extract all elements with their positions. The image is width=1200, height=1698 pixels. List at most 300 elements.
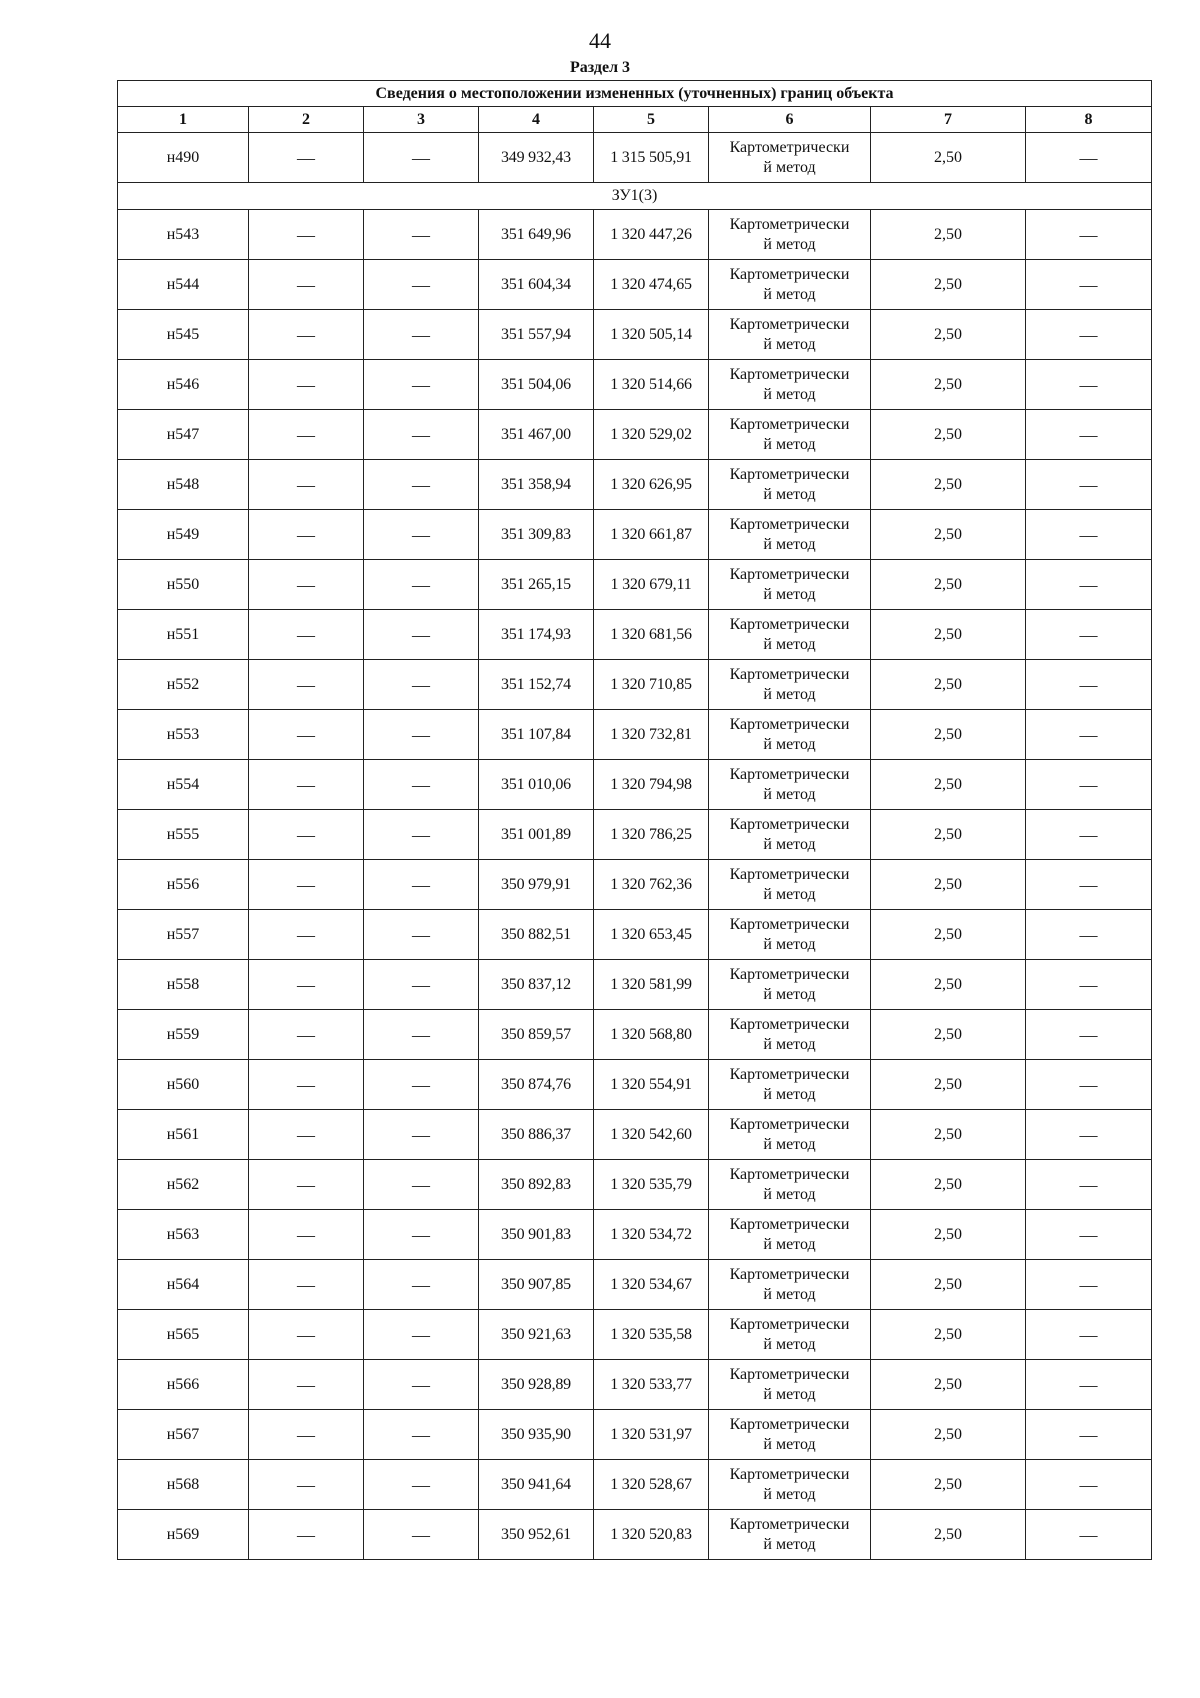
method-line: й метод	[763, 885, 816, 903]
method-line: Картометрически	[729, 1265, 850, 1283]
empty-dash-cell: —	[249, 1010, 364, 1060]
method-line: Картометрически	[729, 665, 850, 683]
method-line: Картометрически	[729, 315, 850, 333]
x-coordinate-cell: 350 928,89	[479, 1360, 594, 1410]
empty-dash-cell: —	[249, 760, 364, 810]
method-cell	[709, 1460, 871, 1510]
y-coordinate-cell: 1 320 535,79	[594, 1160, 709, 1210]
method-line: й метод	[763, 1335, 816, 1353]
accuracy-cell: 2,50	[871, 1360, 1026, 1410]
point-number-cell: н551	[118, 610, 249, 660]
point-number-cell: н555	[118, 810, 249, 860]
table-row	[118, 210, 1152, 260]
x-coordinate-cell: 351 504,06	[479, 360, 594, 410]
empty-dash-cell: —	[1026, 133, 1152, 183]
empty-dash-cell: —	[1026, 610, 1152, 660]
table-row	[118, 760, 1152, 810]
empty-dash-cell: —	[249, 460, 364, 510]
method-line: Картометрически	[729, 965, 850, 983]
coordinates-table	[117, 80, 1152, 1560]
empty-dash-cell: —	[1026, 910, 1152, 960]
column-number: 5	[594, 107, 709, 133]
method-line: Картометрически	[729, 265, 850, 283]
empty-dash-cell: —	[249, 1210, 364, 1260]
method-line: й метод	[763, 1435, 816, 1453]
empty-dash-cell: —	[364, 360, 479, 410]
x-coordinate-cell: 351 649,96	[479, 210, 594, 260]
y-coordinate-cell: 1 315 505,91	[594, 133, 709, 183]
accuracy-cell: 2,50	[871, 260, 1026, 310]
method-line: й метод	[763, 785, 816, 803]
table-row	[118, 1010, 1152, 1060]
y-coordinate-cell: 1 320 533,77	[594, 1360, 709, 1410]
accuracy-cell: 2,50	[871, 210, 1026, 260]
x-coordinate-cell: 350 901,83	[479, 1210, 594, 1260]
y-coordinate-cell: 1 320 535,58	[594, 1310, 709, 1360]
point-number-cell: н566	[118, 1360, 249, 1410]
method-cell	[709, 410, 871, 460]
method-cell	[709, 1360, 871, 1410]
point-number-cell: н554	[118, 760, 249, 810]
method-cell	[709, 210, 871, 260]
accuracy-cell: 2,50	[871, 1510, 1026, 1560]
page-number: 44	[589, 28, 611, 53]
table-row	[118, 133, 1152, 183]
table-row	[118, 910, 1152, 960]
point-number-cell: н550	[118, 560, 249, 610]
empty-dash-cell: —	[249, 710, 364, 760]
method-cell	[709, 510, 871, 560]
accuracy-cell: 2,50	[871, 560, 1026, 610]
y-coordinate-cell: 1 320 474,65	[594, 260, 709, 310]
point-number-cell: н548	[118, 460, 249, 510]
column-number: 1	[118, 107, 249, 133]
empty-dash-cell: —	[364, 1110, 479, 1160]
x-coordinate-cell: 351 107,84	[479, 710, 594, 760]
empty-dash-cell: —	[249, 210, 364, 260]
method-line: Картометрически	[729, 715, 850, 733]
x-coordinate-cell: 349 932,43	[479, 133, 594, 183]
method-line: Картометрически	[729, 1415, 850, 1433]
method-line: й метод	[763, 1385, 816, 1403]
method-cell	[709, 1260, 871, 1310]
column-number: 8	[1026, 107, 1152, 133]
empty-dash-cell: —	[364, 133, 479, 183]
table-row	[118, 1260, 1152, 1310]
method-cell	[709, 360, 871, 410]
y-coordinate-cell: 1 320 520,83	[594, 1510, 709, 1560]
empty-dash-cell: —	[249, 660, 364, 710]
method-cell	[709, 1410, 871, 1460]
empty-dash-cell: —	[1026, 810, 1152, 860]
empty-dash-cell: —	[249, 810, 364, 860]
method-line: Картометрически	[729, 1365, 850, 1383]
empty-dash-cell: —	[364, 1460, 479, 1510]
accuracy-cell: 2,50	[871, 1110, 1026, 1160]
empty-dash-cell: —	[364, 310, 479, 360]
y-coordinate-cell: 1 320 542,60	[594, 1110, 709, 1160]
group-label-row	[118, 183, 1152, 210]
empty-dash-cell: —	[1026, 1410, 1152, 1460]
method-line: й метод	[763, 1185, 816, 1203]
empty-dash-cell: —	[1026, 760, 1152, 810]
point-number-cell: н553	[118, 710, 249, 760]
empty-dash-cell: —	[364, 810, 479, 860]
empty-dash-cell: —	[1026, 260, 1152, 310]
method-line: й метод	[763, 235, 816, 253]
accuracy-cell: 2,50	[871, 1160, 1026, 1210]
y-coordinate-cell: 1 320 786,25	[594, 810, 709, 860]
y-coordinate-cell: 1 320 581,99	[594, 960, 709, 1010]
empty-dash-cell: —	[249, 1160, 364, 1210]
x-coordinate-cell: 350 935,90	[479, 1410, 594, 1460]
table-row	[118, 460, 1152, 510]
accuracy-cell: 2,50	[871, 1260, 1026, 1310]
point-number-cell: н562	[118, 1160, 249, 1210]
x-coordinate-cell: 350 952,61	[479, 1510, 594, 1560]
y-coordinate-cell: 1 320 529,02	[594, 410, 709, 460]
table-row	[118, 610, 1152, 660]
method-line: Картометрически	[729, 815, 850, 833]
accuracy-cell: 2,50	[871, 760, 1026, 810]
method-cell	[709, 1160, 871, 1210]
empty-dash-cell: —	[364, 410, 479, 460]
table-row	[118, 360, 1152, 410]
method-line: Картометрически	[729, 1315, 850, 1333]
accuracy-cell: 2,50	[871, 610, 1026, 660]
method-line: Картометрически	[729, 1465, 850, 1483]
method-cell	[709, 760, 871, 810]
point-number-cell: н544	[118, 260, 249, 310]
empty-dash-cell: —	[1026, 1510, 1152, 1560]
method-cell	[709, 810, 871, 860]
point-number-cell: н565	[118, 1310, 249, 1360]
empty-dash-cell: —	[1026, 660, 1152, 710]
y-coordinate-cell: 1 320 794,98	[594, 760, 709, 810]
table-row	[118, 260, 1152, 310]
column-number-row	[118, 107, 1152, 133]
empty-dash-cell: —	[1026, 710, 1152, 760]
empty-dash-cell: —	[249, 1260, 364, 1310]
table-caption-row	[118, 81, 1152, 107]
x-coordinate-cell: 350 979,91	[479, 860, 594, 910]
method-line: й метод	[763, 535, 816, 553]
empty-dash-cell: —	[1026, 860, 1152, 910]
empty-dash-cell: —	[364, 760, 479, 810]
x-coordinate-cell: 351 265,15	[479, 560, 594, 610]
point-number-cell: н560	[118, 1060, 249, 1110]
method-cell	[709, 1210, 871, 1260]
x-coordinate-cell: 350 874,76	[479, 1060, 594, 1110]
table-row	[118, 810, 1152, 860]
method-line: й метод	[763, 585, 816, 603]
column-number: 3	[364, 107, 479, 133]
empty-dash-cell: —	[364, 1060, 479, 1110]
empty-dash-cell: —	[364, 610, 479, 660]
empty-dash-cell: —	[249, 610, 364, 660]
accuracy-cell: 2,50	[871, 710, 1026, 760]
empty-dash-cell: —	[1026, 1160, 1152, 1210]
method-line: й метод	[763, 985, 816, 1003]
empty-dash-cell: —	[249, 1360, 364, 1410]
method-line: Картометрически	[729, 465, 850, 483]
accuracy-cell: 2,50	[871, 660, 1026, 710]
table-row	[118, 660, 1152, 710]
empty-dash-cell: —	[249, 360, 364, 410]
empty-dash-cell: —	[1026, 1360, 1152, 1410]
empty-dash-cell: —	[1026, 460, 1152, 510]
point-number-cell: н490	[118, 133, 249, 183]
empty-dash-cell: —	[249, 1510, 364, 1560]
empty-dash-cell: —	[364, 1310, 479, 1360]
empty-dash-cell: —	[364, 510, 479, 560]
y-coordinate-cell: 1 320 534,72	[594, 1210, 709, 1260]
empty-dash-cell: —	[364, 960, 479, 1010]
method-line: Картометрически	[729, 1065, 850, 1083]
accuracy-cell: 2,50	[871, 460, 1026, 510]
table-caption: Сведения о местоположении измененных (уточненных) границ объекта	[118, 81, 1152, 107]
accuracy-cell: 2,50	[871, 860, 1026, 910]
method-line: Картометрически	[729, 1215, 850, 1233]
x-coordinate-cell: 350 859,57	[479, 1010, 594, 1060]
point-number-cell: н563	[118, 1210, 249, 1260]
empty-dash-cell: —	[249, 410, 364, 460]
method-line: й метод	[763, 435, 816, 453]
y-coordinate-cell: 1 320 554,91	[594, 1060, 709, 1110]
method-line: й метод	[763, 685, 816, 703]
table-row	[118, 310, 1152, 360]
column-number: 2	[249, 107, 364, 133]
empty-dash-cell: —	[249, 1310, 364, 1360]
section-heading: Раздел 3	[569, 59, 631, 76]
accuracy-cell: 2,50	[871, 960, 1026, 1010]
empty-dash-cell: —	[364, 1010, 479, 1060]
x-coordinate-cell: 351 001,89	[479, 810, 594, 860]
method-cell	[709, 310, 871, 360]
x-coordinate-cell: 351 358,94	[479, 460, 594, 510]
y-coordinate-cell: 1 320 710,85	[594, 660, 709, 710]
point-number-cell: н568	[118, 1460, 249, 1510]
empty-dash-cell: —	[364, 1360, 479, 1410]
column-number: 6	[709, 107, 871, 133]
table-body	[118, 133, 1152, 1560]
y-coordinate-cell: 1 320 568,80	[594, 1010, 709, 1060]
table-row	[118, 1060, 1152, 1110]
method-line: Картометрически	[729, 565, 850, 583]
x-coordinate-cell: 350 892,83	[479, 1160, 594, 1210]
empty-dash-cell: —	[1026, 310, 1152, 360]
empty-dash-cell: —	[1026, 1460, 1152, 1510]
accuracy-cell: 2,50	[871, 1060, 1026, 1110]
empty-dash-cell: —	[1026, 1110, 1152, 1160]
method-line: й метод	[763, 1285, 816, 1303]
point-number-cell: н546	[118, 360, 249, 410]
method-line: й метод	[763, 735, 816, 753]
method-cell	[709, 660, 871, 710]
table-row	[118, 410, 1152, 460]
method-line: й метод	[763, 1485, 816, 1503]
x-coordinate-cell: 351 309,83	[479, 510, 594, 560]
method-line: й метод	[763, 285, 816, 303]
x-coordinate-cell: 350 886,37	[479, 1110, 594, 1160]
empty-dash-cell: —	[249, 960, 364, 1010]
accuracy-cell: 2,50	[871, 1010, 1026, 1060]
method-cell	[709, 260, 871, 310]
x-coordinate-cell: 351 467,00	[479, 410, 594, 460]
method-line: й метод	[763, 485, 816, 503]
point-number-cell: н547	[118, 410, 249, 460]
method-cell	[709, 133, 871, 183]
empty-dash-cell: —	[1026, 1310, 1152, 1360]
empty-dash-cell: —	[1026, 410, 1152, 460]
empty-dash-cell: —	[249, 1110, 364, 1160]
x-coordinate-cell: 350 941,64	[479, 1460, 594, 1510]
method-line: Картометрически	[729, 915, 850, 933]
empty-dash-cell: —	[364, 1160, 479, 1210]
method-cell	[709, 1060, 871, 1110]
y-coordinate-cell: 1 320 653,45	[594, 910, 709, 960]
table-row	[118, 1360, 1152, 1410]
method-cell	[709, 1110, 871, 1160]
empty-dash-cell: —	[364, 1410, 479, 1460]
method-cell	[709, 1310, 871, 1360]
accuracy-cell: 2,50	[871, 133, 1026, 183]
x-coordinate-cell: 351 604,34	[479, 260, 594, 310]
point-number-cell: н564	[118, 1260, 249, 1310]
x-coordinate-cell: 350 907,85	[479, 1260, 594, 1310]
table-row	[118, 1110, 1152, 1160]
accuracy-cell: 2,50	[871, 910, 1026, 960]
method-line: Картометрически	[729, 865, 850, 883]
method-line: й метод	[763, 1235, 816, 1253]
empty-dash-cell: —	[364, 1510, 479, 1560]
point-number-cell: н543	[118, 210, 249, 260]
method-line: й метод	[763, 158, 816, 176]
empty-dash-cell: —	[1026, 960, 1152, 1010]
column-number: 4	[479, 107, 594, 133]
empty-dash-cell: —	[364, 560, 479, 610]
accuracy-cell: 2,50	[871, 1410, 1026, 1460]
point-number-cell: н552	[118, 660, 249, 710]
point-number-cell: н567	[118, 1410, 249, 1460]
empty-dash-cell: —	[249, 1410, 364, 1460]
x-coordinate-cell: 351 174,93	[479, 610, 594, 660]
y-coordinate-cell: 1 320 534,67	[594, 1260, 709, 1310]
group-label: ЗУ1(3)	[118, 183, 1152, 210]
table-row	[118, 1460, 1152, 1510]
method-cell	[709, 1010, 871, 1060]
method-cell	[709, 910, 871, 960]
method-cell	[709, 960, 871, 1010]
empty-dash-cell: —	[364, 260, 479, 310]
empty-dash-cell: —	[364, 710, 479, 760]
accuracy-cell: 2,50	[871, 1310, 1026, 1360]
point-number-cell: н559	[118, 1010, 249, 1060]
table-row	[118, 710, 1152, 760]
table-row	[118, 510, 1152, 560]
table-row	[118, 860, 1152, 910]
x-coordinate-cell: 351 010,06	[479, 760, 594, 810]
empty-dash-cell: —	[364, 1210, 479, 1260]
y-coordinate-cell: 1 320 528,67	[594, 1460, 709, 1510]
empty-dash-cell: —	[249, 133, 364, 183]
point-number-cell: н557	[118, 910, 249, 960]
y-coordinate-cell: 1 320 531,97	[594, 1410, 709, 1460]
table-row	[118, 1210, 1152, 1260]
x-coordinate-cell: 351 557,94	[479, 310, 594, 360]
accuracy-cell: 2,50	[871, 310, 1026, 360]
empty-dash-cell: —	[364, 860, 479, 910]
y-coordinate-cell: 1 320 505,14	[594, 310, 709, 360]
accuracy-cell: 2,50	[871, 1210, 1026, 1260]
method-line: Картометрически	[729, 765, 850, 783]
point-number-cell: н558	[118, 960, 249, 1010]
y-coordinate-cell: 1 320 626,95	[594, 460, 709, 510]
accuracy-cell: 2,50	[871, 810, 1026, 860]
point-number-cell: н549	[118, 510, 249, 560]
accuracy-cell: 2,50	[871, 360, 1026, 410]
accuracy-cell: 2,50	[871, 1460, 1026, 1510]
empty-dash-cell: —	[364, 910, 479, 960]
accuracy-cell: 2,50	[871, 510, 1026, 560]
table-row	[118, 560, 1152, 610]
method-line: Картометрически	[729, 1165, 850, 1183]
y-coordinate-cell: 1 320 681,56	[594, 610, 709, 660]
x-coordinate-cell: 350 882,51	[479, 910, 594, 960]
table-row	[118, 1310, 1152, 1360]
method-line: Картометрически	[729, 1015, 850, 1033]
method-line: Картометрически	[729, 1115, 850, 1133]
y-coordinate-cell: 1 320 514,66	[594, 360, 709, 410]
method-line: Картометрически	[729, 615, 850, 633]
method-line: Картометрически	[729, 515, 850, 533]
empty-dash-cell: —	[1026, 560, 1152, 610]
empty-dash-cell: —	[364, 210, 479, 260]
empty-dash-cell: —	[249, 260, 364, 310]
method-line: й метод	[763, 1085, 816, 1103]
y-coordinate-cell: 1 320 732,81	[594, 710, 709, 760]
column-number: 7	[871, 107, 1026, 133]
method-line: Картометрически	[729, 215, 850, 233]
method-cell	[709, 710, 871, 760]
method-cell	[709, 560, 871, 610]
table-row	[118, 960, 1152, 1010]
empty-dash-cell: —	[1026, 1060, 1152, 1110]
method-line: Картометрически	[729, 1515, 850, 1533]
method-line: й метод	[763, 1035, 816, 1053]
accuracy-cell: 2,50	[871, 410, 1026, 460]
method-cell	[709, 860, 871, 910]
empty-dash-cell: —	[249, 560, 364, 610]
x-coordinate-cell: 350 921,63	[479, 1310, 594, 1360]
y-coordinate-cell: 1 320 679,11	[594, 560, 709, 610]
method-line: й метод	[763, 1135, 816, 1153]
table-row	[118, 1160, 1152, 1210]
empty-dash-cell: —	[364, 460, 479, 510]
method-line: й метод	[763, 1535, 816, 1553]
empty-dash-cell: —	[249, 1460, 364, 1510]
table-row	[118, 1510, 1152, 1560]
empty-dash-cell: —	[1026, 1260, 1152, 1310]
method-line: Картометрически	[729, 138, 850, 156]
method-cell	[709, 1510, 871, 1560]
method-cell	[709, 460, 871, 510]
method-cell	[709, 610, 871, 660]
x-coordinate-cell: 351 152,74	[479, 660, 594, 710]
x-coordinate-cell: 350 837,12	[479, 960, 594, 1010]
y-coordinate-cell: 1 320 661,87	[594, 510, 709, 560]
y-coordinate-cell: 1 320 762,36	[594, 860, 709, 910]
